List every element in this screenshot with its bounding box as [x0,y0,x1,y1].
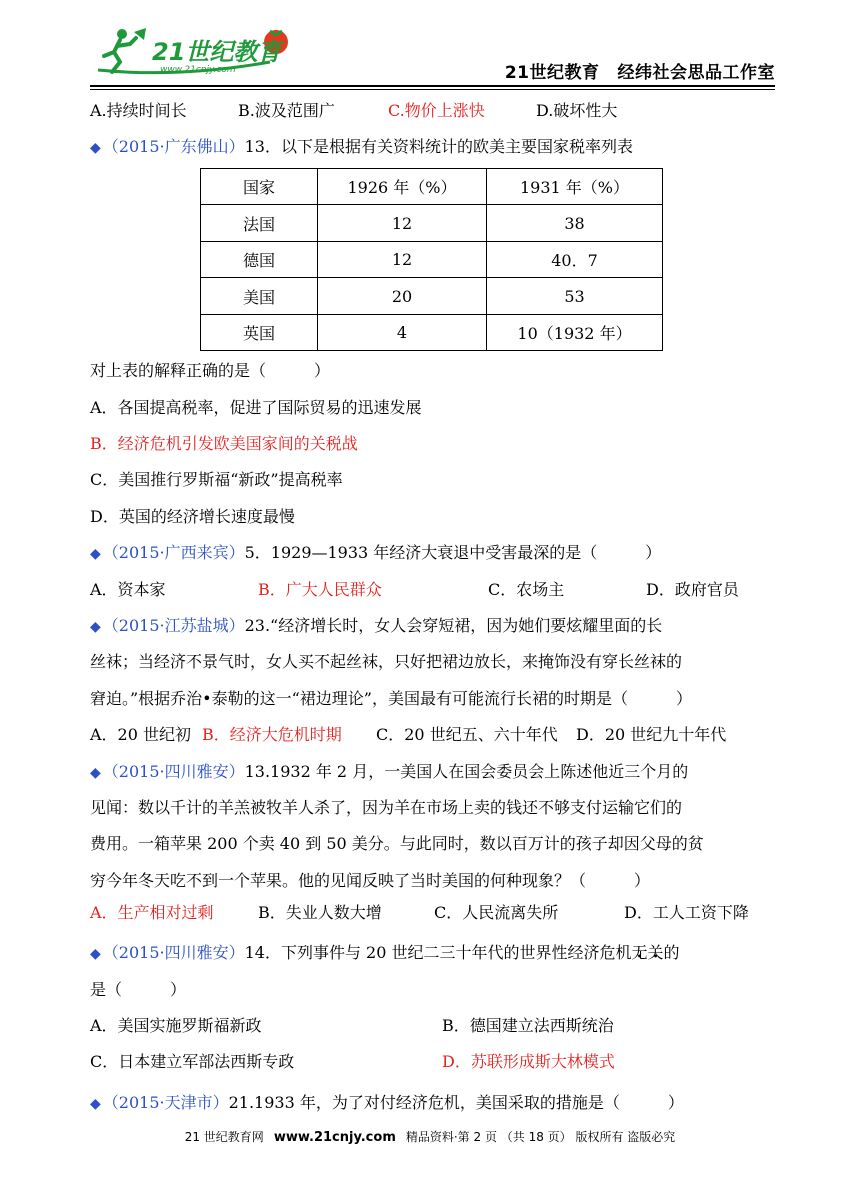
option-b-answer: B．广大人民群众 [258,579,382,599]
table-cell: 10（1932 年） [487,314,663,351]
question-14-options-row2 [90,1044,780,1080]
question-14-text: 是（ ） [90,979,187,999]
option-a-answer: A．生产相对过剩 [90,903,214,923]
table-header-cell: 1926 年（%） [318,168,487,205]
table-cell: 12 [318,205,487,242]
question-text: 21.1933 年，为了对付经济危机，美国采取的措施是（ ） [228,1092,684,1112]
logo-text: 21世纪教育 [152,38,282,66]
option-c: C．人民流离失所 [434,903,559,923]
question-text-end: 的 [663,943,680,963]
question-source: （2015·四川雅安） [102,761,245,781]
table-cell: 德国 [201,241,318,278]
footer-url-link[interactable]: www.21cnjy.com [273,1130,396,1145]
option-a: A．20 世纪初 [90,725,192,745]
option-a: A.持续时间长 [90,101,187,120]
question-14-stem [90,935,780,971]
question-source: （2015·江苏盐城） [102,616,245,636]
footer-site: 21 世纪教育网 [184,1130,264,1144]
option-c-answer: C.物价上涨快 [388,101,485,120]
question-13b-stem [90,754,780,790]
option-d: D．英国的经济增长速度最慢 [90,506,295,526]
question-text: 23.“经济增长时，女人会穿短裙，因为她们要炫耀里面的长 [244,616,663,636]
option-a: A．美国实施罗斯福新政 [90,1015,262,1035]
question-14-options-row1 [90,1008,780,1044]
diamond-icon: ◆ [90,946,101,963]
question-13-stem [90,129,780,165]
option-b: B.波及范围广 [238,101,335,120]
question-13b-text: 费用。一箱苹果 200 个卖 40 到 50 美分。与此同时，数以百万计的孩子却因父母的贫 [90,834,704,854]
emphasis-char: 关 [647,943,664,963]
diamond-icon: ◆ [90,764,101,781]
table-header-cell: 1931 年（%） [487,168,663,205]
header-rule [90,85,775,87]
table-cell: 53 [487,278,663,315]
table-cell: 法国 [201,205,318,242]
table-header-cell: 国家 [201,168,318,205]
option-b-answer: B．经济大危机时期 [202,725,342,745]
option-a: A．资本家 [90,579,166,599]
option-b-answer: B．经济危机引发欧美国家间的关税战 [90,434,358,454]
table-header-row [201,168,663,205]
question-23-text: 窘迫。”根据乔治•泰勒的这一“裙边理论”，美国最有可能流行长裙的时期是（ ） [90,688,692,708]
logo-21cnjy [90,20,300,80]
question-source: （2015·四川雅安） [102,943,245,963]
question-13b-text: 见闻：数以千计的羊羔被牧羊人杀了，因为羊在市场上卖的钱还不够支付运输它们的 [90,797,683,817]
emphasis-char: 无 [631,943,648,963]
diamond-icon: ◆ [90,140,101,157]
question-13b-text: 穷今年冬天吃不到一个苹果。他的见闻反映了当时美国的何种现象？（ ） [90,870,651,890]
table-cell: 38 [487,205,663,242]
header-rule-thin [90,89,775,90]
prev-question-options [90,93,780,129]
table-cell: 12 [318,241,487,278]
question-13-prompt: 对上表的解释正确的是（ ） [90,361,331,381]
question-text: 14．下列事件与 20 世纪二三十年代的世界性经济危机 [244,943,632,963]
table-cell: 20 [318,278,487,315]
option-d: D．政府官员 [646,579,739,599]
table-cell: 40．7 [487,241,663,278]
option-c: C．农场主 [488,579,565,599]
page-header [90,20,775,82]
option-d: D．工人工资下降 [624,903,749,923]
header-title-left: 21世纪教育 [504,63,600,83]
option-d: D．20 世纪九十年代 [576,725,727,745]
question-text: 5．1929—1933 年经济大衰退中受害最深的是（ ） [244,543,662,563]
question-23-stem [90,608,780,644]
option-d: D.破坏性大 [536,101,618,120]
header-title [487,58,775,83]
diamond-icon: ◆ [90,619,101,636]
diamond-icon: ◆ [90,546,101,563]
question-5-options [90,572,780,608]
question-source: （2015·广东佛山） [102,137,245,157]
table-row [201,278,663,315]
question-5-stem [90,535,780,571]
logo-url: www.21cnjy.com [160,65,236,75]
option-a: A．各国提高税率，促进了国际贸易的迅速发展 [90,397,422,417]
option-c: C．美国推行罗斯福“新政”提高税率 [90,470,343,490]
option-b: B．德国建立法西斯统治 [442,1015,614,1035]
question-text: 13.1932 年 2 月，一美国人在国会委员会上陈述他近三个月的 [244,761,689,781]
header-title-right: 经纬社会思品工作室 [617,63,775,83]
table-row [201,314,663,351]
question-23-options [90,717,780,753]
option-b: B．失业人数大增 [258,903,382,923]
table-row [201,241,663,278]
question-23-text: 丝袜；当经济不景气时，女人买不起丝袜，只好把裙边放长，来掩饰没有穿长丝袜的 [90,652,683,672]
table-cell: 美国 [201,278,318,315]
document-body [90,93,780,1121]
option-c: C．日本建立军部法西斯专政 [90,1052,295,1072]
table-cell: 4 [318,314,487,351]
question-21-stem [90,1085,780,1121]
table-cell: 英国 [201,314,318,351]
question-text: 13．以下是根据有关资料统计的欧美主要国家税率列表 [244,137,633,157]
option-d-answer: D．苏联形成斯大林模式 [442,1052,615,1072]
footer-info: 精品资料·第 2 页 （共 18 页） 版权所有 盗版必究 [405,1130,676,1144]
diamond-icon: ◆ [90,1095,101,1112]
table-row [201,205,663,242]
question-source: （2015·广西来宾） [102,543,245,563]
option-c: C．20 世纪五、六十年代 [376,725,558,745]
question-13b-options [90,899,780,927]
page-footer [0,1128,860,1145]
question-source: （2015·天津市） [102,1092,229,1112]
tax-rate-table [200,168,663,352]
